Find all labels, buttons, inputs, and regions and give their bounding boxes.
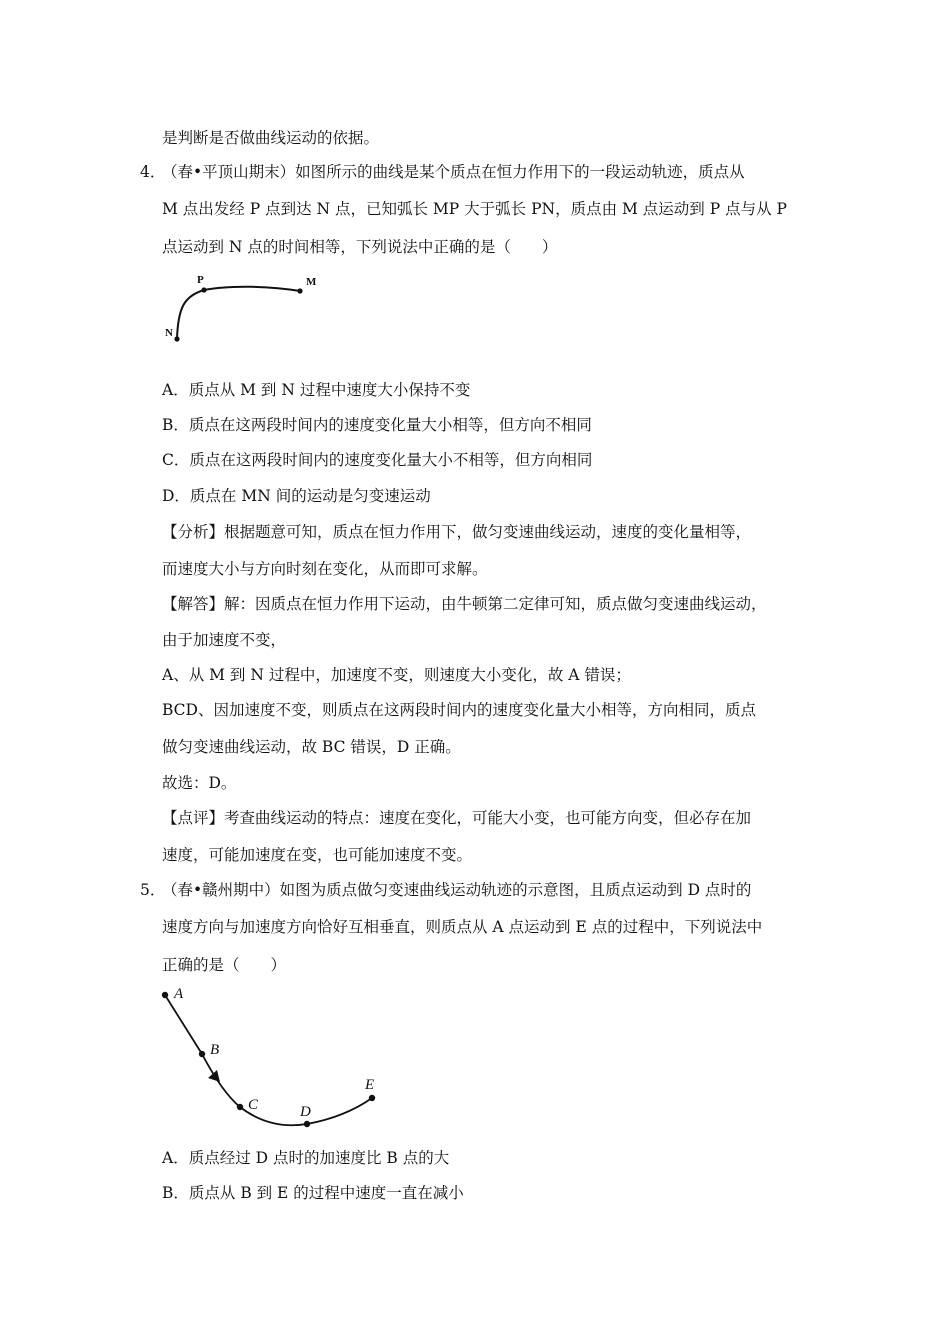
q4-label-m: M [306,276,317,288]
q5-point-b [199,1051,205,1057]
q4-number: 4． [140,163,166,181]
q4-point-n [174,336,179,341]
q5-point-e [369,1095,375,1101]
q4-option-d: D．质点在 MN 间的运动是匀变速运动 [162,487,431,505]
q4-solution-line-1: 【解答】解：因质点在恒力作用下运动，由牛顿第二定律可知，质点做匀变速曲线运动， [162,595,767,613]
q4-stem-line-2: M 点出发经 P 点到达 N 点，已知弧长 MP 大于弧长 PN，质点由 M 点运动到 P 点与从 P [162,200,787,218]
q4-solution-line-4: BCD、因加速度不变，则质点在这两段时间内的速度变化量大小相等，方向相同，质点 [162,701,756,719]
q5-point-a [162,992,168,998]
q4-analysis-line-2: 而速度大小与方向时刻在变化，从而即可求解。 [162,560,488,578]
intro-text: 是判断是否做曲线运动的依据。 [162,129,380,147]
q4-point-p [201,287,206,292]
q5-trajectory-curve [165,995,375,1125]
q5-label-b: B [210,1042,220,1058]
q4-label-p: P [197,274,204,286]
q4-trajectory-figure [160,268,320,348]
q5-label-d: D [300,1104,311,1120]
q5-option-b: B．质点从 B 到 E 的过程中速度一直在减小 [162,1184,464,1202]
q4-trajectory-curve [177,287,300,339]
q4-option-b: B．质点在这两段时间内的速度变化量大小相等，但方向不相同 [162,416,592,434]
q5-direction-arrow [208,1070,220,1082]
q5-point-d [304,1121,310,1127]
q5-stem-line-1: （春•赣州期中）如图为质点做匀变速曲线运动轨迹的示意图，且质点运动到 D 点时的 [162,881,752,899]
q4-stem-line-1: （春•平顶山期末）如图所示的曲线是某个质点在恒力作用下的一段运动轨迹，质点从 [162,163,745,181]
q4-solution-line-5: 做匀变速曲线运动，故 BC 错误，D 正确。 [162,738,461,756]
q5-label-a: A [174,986,184,1002]
q4-comment-line-1: 【点评】考查曲线运动的特点：速度在变化，可能大小变，也可能方向变，但必存在加 [162,809,752,827]
q5-number: 5． [140,881,166,899]
q4-comment-line-2: 速度，可能加速度在变，也可能加速度不变。 [162,846,473,864]
q4-solution-line-2: 由于加速度不变， [162,631,287,649]
q5-trajectory-figure [150,982,390,1132]
q4-option-c: C．质点在这两段时间内的速度变化量大小不相等，但方向相同 [162,451,593,469]
q5-option-a: A．质点经过 D 点时的加速度比 B 点的大 [162,1149,450,1167]
q5-label-e: E [365,1077,375,1093]
q4-stem-line-3: 点运动到 N 点的时间相等，下列说法中正确的是（ ） [162,238,558,256]
q5-stem-line-2: 速度方向与加速度方向恰好互相垂直，则质点从 A 点运动到 E 点的过程中，下列说法中 [162,918,763,936]
q4-label-n: N [165,327,173,339]
q5-label-c: C [248,1097,259,1113]
q5-stem-line-3: 正确的是（ ） [162,956,287,974]
q4-answer: 故选：D。 [162,774,237,792]
q4-solution-line-3: A、从 M 到 N 过程中，加速度不变，则速度大小变化，故 A 错误； [162,666,631,684]
q4-point-m [297,288,302,293]
q4-analysis-line-1: 【分析】根据题意可知，质点在恒力作用下，做匀变速曲线运动，速度的变化量相等， [162,523,752,541]
q5-point-c [237,1104,243,1110]
q4-option-a: A．质点从 M 到 N 过程中速度大小保持不变 [162,381,471,399]
